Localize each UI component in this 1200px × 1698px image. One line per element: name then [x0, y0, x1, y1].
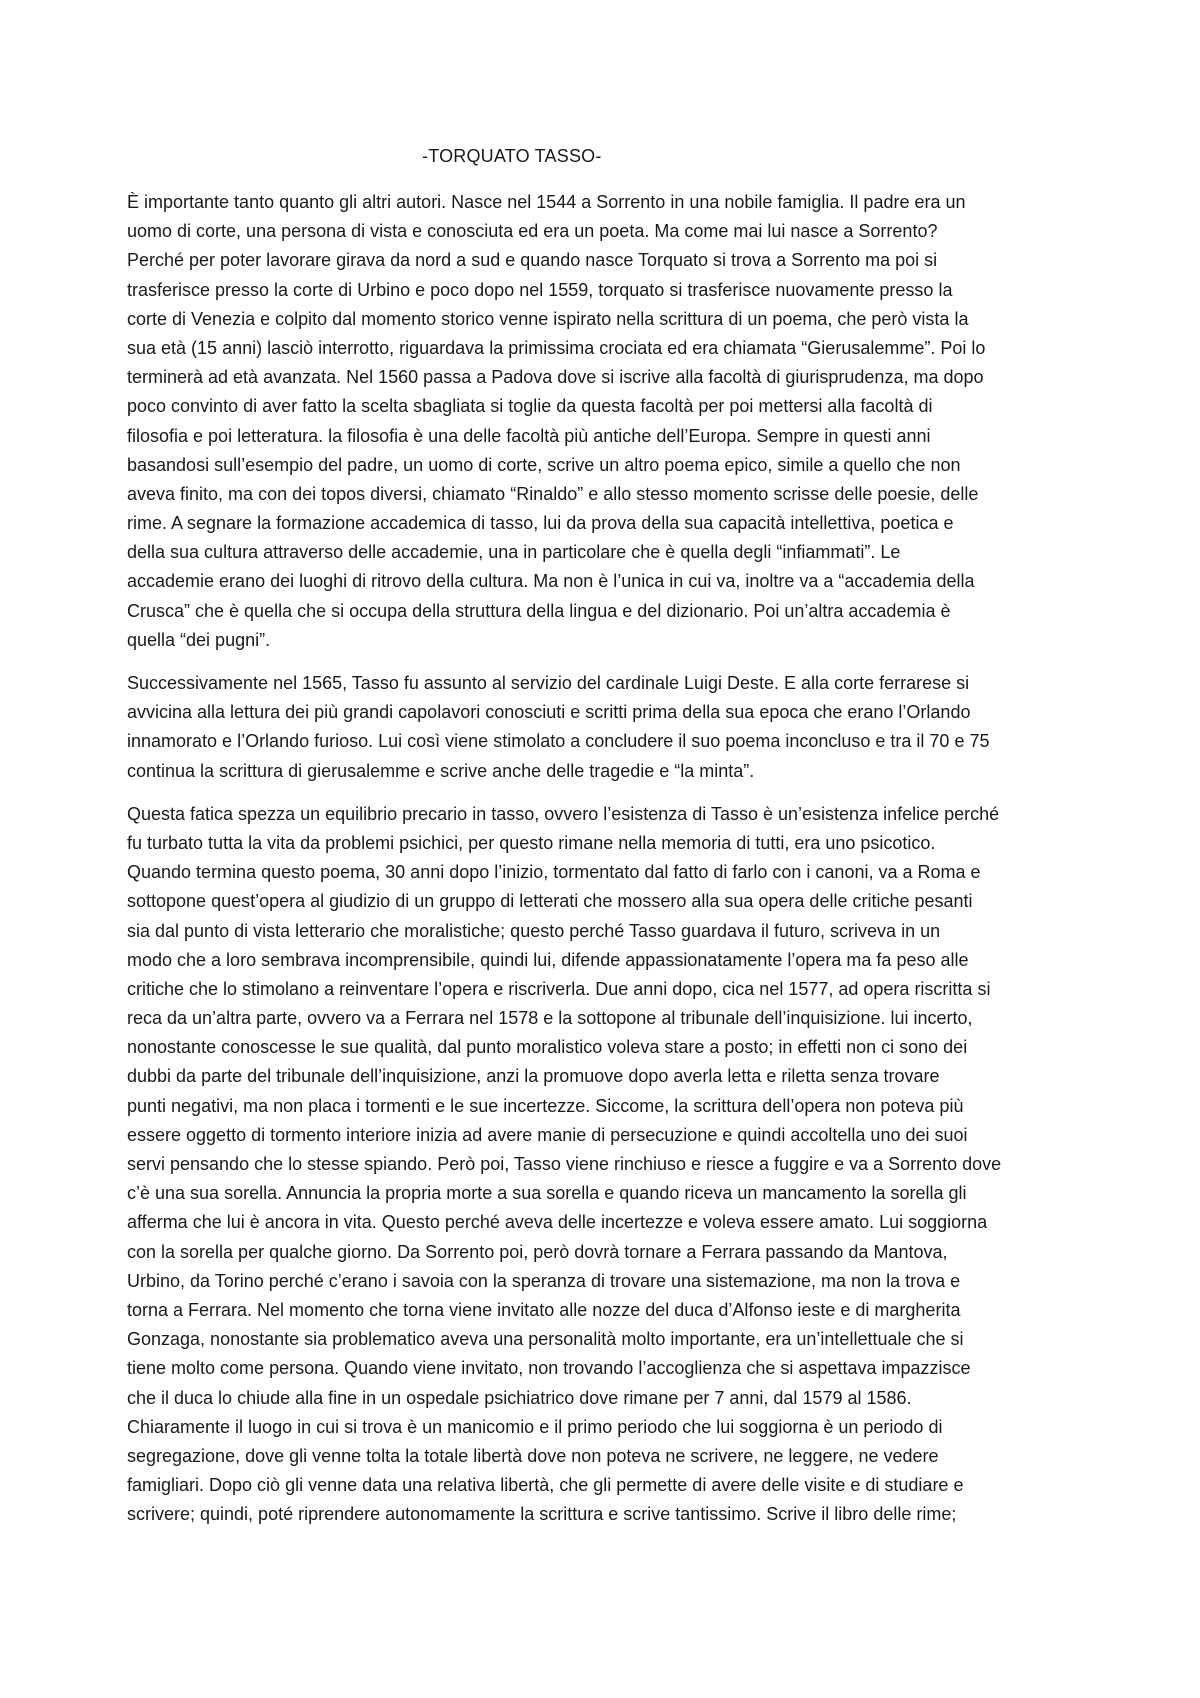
text-line: Crusca” che è quella che si occupa della struttura della lingua e del dizionario. Poi un’altra accademia è: [127, 600, 951, 621]
text-line: poco convinto di aver fatto la scelta sbagliata si toglie da questa facoltà per poi mettersi alla facoltà di: [127, 396, 933, 417]
text-line: innamorato e l’Orlando furioso. Lui così viene stimolato a concludere il suo poema inconcluso e tra il 70 e 75: [127, 731, 990, 752]
document-body: [127, 188, 1079, 1543]
text-line: rime. A segnare la formazione accademica di tasso, lui da prova della sua capacità intellettiva, poetica e: [127, 513, 954, 534]
text-line: famigliari. Dopo ciò gli venne data una relativa libertà, che gli permette di avere delle visite e di studiare e: [127, 1475, 964, 1496]
text-line: Chiaramente il luogo in cui si trova è un manicomio e il primo periodo che lui soggiorna è un periodo di: [127, 1416, 943, 1437]
text-line: filosofia e poi letteratura. la filosofia è una delle facoltà più antiche dell’Europa. Sempre in questi anni: [127, 425, 931, 446]
text-line: Quando termina questo poema, 30 anni dopo l’inizio, tormentato dal fatto di farlo con i canoni, va a Roma e: [127, 862, 981, 883]
text-line: Urbino, da Torino perché c’erano i savoia con la speranza di trovare una sistemazione, ma non la trova e: [127, 1270, 961, 1291]
text-line: critiche che lo stimolano a reinventare l’opera e riscriverla. Due anni dopo, cica nel 1577, ad opera riscritta si: [127, 978, 991, 999]
text-line: terminerà ad età avanzata. Nel 1560 passa a Padova dove si iscrive alla facoltà di giurisprudenza, ma dopo: [127, 367, 984, 388]
text-line: Questa fatica spezza un equilibrio precario in tasso, ovvero l’esistenza di Tasso è un’esistenza infelice perché: [127, 803, 1000, 824]
text-line: c’è una sua sorella. Annuncia la propria morte a sua sorella e quando riceva un mancamento la sorella gli: [127, 1183, 967, 1204]
text-line: modo che a loro sembrava incomprensibile, quindi lui, difende appassionatamente l’opera ma fa peso alle: [127, 949, 969, 970]
text-line: della sua cultura attraverso delle accademie, una in particolare che è quella degli “infiammati”. Le: [127, 542, 901, 563]
text-line: Gonzaga, nonostante sia problematico aveva una personalità molto importante, era un’intellettuale che si: [127, 1329, 964, 1350]
text-line: tiene molto come persona. Quando viene invitato, non trovando l’accoglienza che si aspettava impazzisce: [127, 1358, 971, 1379]
text-line: punti negativi, ma non placa i tormenti e le sue incertezze. Siccome, la scrittura dell’opera non poteva più: [127, 1095, 964, 1116]
text-line: servi pensando che lo stesse spiando. Però poi, Tasso viene rinchiuso e riesce a fuggire e va a Sorrento dove: [127, 1154, 1002, 1174]
text-line: sua età (15 anni) lasciò interrotto, riguardava la primissima crociata ed era chiamata “Gierusalemme”. Poi lo: [127, 337, 986, 358]
paragraph: [127, 188, 1079, 655]
text-line: dubbi da parte del tribunale dell’inquisizione, anzi la promuove dopo averla letta e riletta senza trovare: [127, 1066, 940, 1087]
paragraph: [127, 800, 1079, 1530]
paragraph: [127, 669, 1079, 786]
document-title: -TORQUATO TASSO-: [422, 146, 602, 166]
text-line: accademie erano dei luoghi di ritrovo della cultura. Ma non è l’unica in cui va, inoltre va a “accademia della: [127, 571, 975, 592]
text-line: aveva finito, ma con dei topos diversi, chiamato “Rinaldo” e allo stesso momento scrisse delle poesie, delle: [127, 483, 979, 504]
text-line: sia dal punto di vista letterario che moralistiche; questo perché Tasso guardava il futuro, scriveva in un: [127, 920, 941, 941]
text-line: Perché per poter lavorare girava da nord a sud e quando nasce Torquato si trova a Sorrento ma poi si: [127, 250, 938, 271]
text-line: scrivere; quindi, poté riprendere autonomamente la scrittura e scrive tantissimo. Scrive il libro delle rime;: [127, 1504, 957, 1525]
text-line: sottopone quest’opera al giudizio di un gruppo di letterati che mossero alla sua opera delle critiche pesanti: [127, 891, 973, 912]
text-line: fu turbato tutta la vita da problemi psichici, per questo rimane nella memoria di tutti, era uno psicotico.: [127, 832, 936, 853]
text-line: È importante tanto quanto gli altri autori. Nasce nel 1544 a Sorrento in una nobile famiglia. Il padre era un: [127, 192, 966, 212]
text-line: basandosi sull’esempio del padre, un uomo di corte, scrive un altro poema epico, simile a quello che non: [127, 454, 961, 475]
text-line: torna a Ferrara. Nel momento che torna viene invitato alle nozze del duca d’Alfonso ieste e di margherita: [127, 1299, 961, 1320]
text-line: quella “dei pugni”.: [127, 629, 271, 650]
text-line: corte di Venezia e colpito dal momento storico venne ispirato nella scrittura di un poema, che però vista la: [127, 308, 969, 329]
text-line: continua la scrittura di gierusalemme e scrive anche delle tragedie e “la minta”.: [127, 760, 755, 781]
text-line: nonostante conoscesse le sue qualità, dal punto moralistico voleva stare a posto; in effetti non ci sono dei: [127, 1037, 968, 1058]
text-line: avvicina alla lettura dei più grandi capolavori conosciuti e scritti prima della sua epoca che erano l’Orlando: [127, 702, 971, 723]
text-line: che il duca lo chiude alla fine in un ospedale psichiatrico dove rimane per 7 anni, dal 1579 al 1586.: [127, 1387, 912, 1408]
text-line: trasferisce presso la corte di Urbino e poco dopo nel 1559, torquato si trasferisce nuovamente presso la: [127, 279, 953, 300]
text-line: con la sorella per qualche giorno. Da Sorrento poi, però dovrà tornare a Ferrara passando da Mantova,: [127, 1241, 948, 1262]
text-line: Successivamente nel 1565, Tasso fu assunto al servizio del cardinale Luigi Deste. E alla corte ferrarese si: [127, 673, 970, 693]
text-line: segregazione, dove gli venne tolta la totale libertà dove non poteva ne scrivere, ne leggere, ne vedere: [127, 1445, 939, 1466]
text-line: essere oggetto di tormento interiore inizia ad avere manie di persecuzione e quindi accoltella uno dei suoi: [127, 1124, 968, 1145]
text-line: reca da un’altra parte, ovvero va a Ferrara nel 1578 e la sottopone al tribunale dell’inquisizione. lui incerto,: [127, 1008, 973, 1029]
text-line: uomo di corte, una persona di vista e conosciuta ed era un poeta. Ma come mai lui nasce a Sorrento?: [127, 221, 938, 242]
text-line: afferma che lui è ancora in vita. Questo perché aveva delle incertezze e voleva essere amato. Lui soggiorna: [127, 1212, 988, 1233]
